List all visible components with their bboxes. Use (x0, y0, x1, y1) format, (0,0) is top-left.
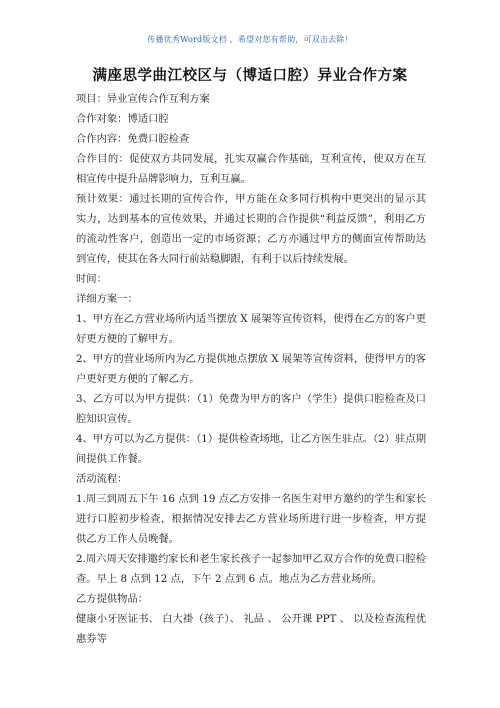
partner-line: 合作对象：博适口腔 (76, 113, 169, 125)
document-body (76, 89, 426, 649)
flow-heading: 活动流程： (76, 473, 128, 485)
content-line: 合作内容：免费口腔检查 (76, 133, 190, 145)
project-line: 项目：异业宣传合作互利方案 (76, 93, 210, 105)
items-list: 健康小牙医证书、 白大褂（孩子）、 礼品 、 公开课 PPT 、 以及检查流程优惠券等 (76, 613, 426, 645)
goal-paragraph: 合作目的：促使双方共同发展，扎实双赢合作基础，互利宣传，使双方在互相宣传中提升品牌影响力，互利互赢。 (76, 153, 426, 185)
items-heading: 乙方提供物品： (76, 593, 149, 605)
plan-item-2: 2、甲方的营业场所内为乙方提供地点摆放 X 展架等宣传资料，使得甲方的客户更好更方便的了解乙方。 (76, 353, 426, 385)
plan-heading: 详细方案一： (76, 293, 138, 305)
plan-item-4: 4、甲方可以为乙方提供：（1）提供检查场地，让乙方医生驻点。（2）驻点期间提供工作餐。 (76, 433, 426, 465)
plan-item-3: 3、乙方可以为甲方提供：（1）免费为甲方的客户（学生）提供口腔检查及口腔知识宣传。 (76, 393, 426, 425)
flow-item-2: 2.周六周天安排邀约家长和老生家长孩子一起参加甲乙双方合作的免费口腔检查。早上 8 点到 12 点，下午 2 点到 6 点。地点为乙方营业场所。 (76, 553, 426, 585)
plan-item-1: 1、甲方在乙方营业场所内适当摆放 X 展架等宣传资料，使得在乙方的客户更好更方便的了解甲方。 (76, 313, 426, 345)
time-line: 时间： (76, 273, 107, 285)
effect-paragraph: 预计效果：通过长期的宣传合作，甲方能在众多同行机构中更突出的显示其实力，达到基本的宣传效果，并通过长期的合作提供“利益反馈”，利用乙方的流动性客户，创造出一定的市场资源；乙方亦通过甲方的侧面宣传帮助达到宣传，使其在各大同行前站稳脚跟，有利于以后持续发展。 (76, 193, 426, 265)
document-title: 满座思学曲江校区与（博适口腔）异业合作方案 (92, 67, 408, 84)
flow-item-1: 1.周三到周五下午 16 点到 19 点乙方安排一名医生对甲方邀约的学生和家长进行口腔初步检查，根据情况安排去乙方营业场所进行进一步检查，甲方提供乙方工作人员晚餐。 (76, 493, 426, 545)
header-banner: 传播优秀Word版文档 ，希望对您有帮助，可双击去除！ (147, 35, 353, 44)
